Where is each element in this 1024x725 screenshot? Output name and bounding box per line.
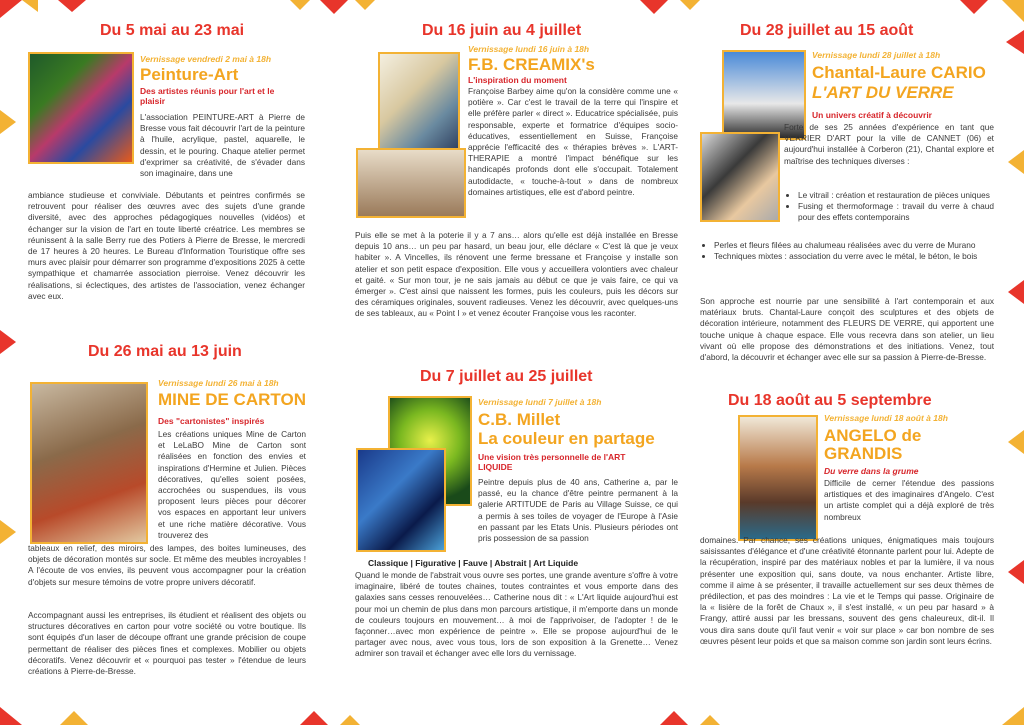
border-triangle — [680, 0, 700, 10]
border-triangle — [0, 0, 22, 18]
border-triangle — [58, 0, 86, 12]
description-text: Peintre depuis plus de 40 ans, Catherine a, par le passé, eu la chance d'être peintre permanent à la galerie ARTITUDE de Paris au Village Suisse, ce qui a permis à ses toiles de voyager de l'Europe à l'Asie en passant par les Etats Unis. Plusieurs périodes ont pris possession de sa passion — [478, 477, 678, 544]
border-triangle — [1008, 430, 1024, 454]
bullet-list — [784, 190, 994, 224]
section-date: Du 5 mai au 23 mai — [100, 22, 245, 39]
description-text: Son approche est nourrie par une sensibilité à l'art contemporain et aux matériaux bruts. Chantal-Laure conçoit des sculptures et des objets de décoration intérieure, notamment des FLEURS DE VERRE, qui apportent une touche unique à chaque espace. Elle vous recevra dans son atelier, un lieu vivant où elle propose des démonstrations et des initiations. Venez, tout d'abord, la découvrir et échanger avec elle sur sa passion à Pierre-de-Bresse. — [700, 296, 994, 363]
artwork-image — [738, 415, 818, 541]
artist-name: Peinture-Art — [140, 65, 239, 84]
description-text: Difficile de cerner l'étendue des passions artistiques et des imaginaires d'Angelo. C'est un artiste complet qui a déjà exploré de très nombreux — [824, 478, 994, 522]
border-triangle — [1008, 560, 1024, 584]
vernissage-date: Vernissage lundi 7 juillet à 18h — [478, 397, 602, 407]
bullet-item: • Perles et fleurs filées au chalumeau réalisées avec du verre de Murano — [714, 240, 994, 251]
artwork-image — [378, 52, 460, 156]
border-triangle — [700, 715, 720, 725]
border-triangle — [320, 0, 348, 14]
border-triangle — [60, 711, 88, 725]
border-triangle — [355, 0, 375, 10]
border-triangle — [0, 707, 22, 725]
bullet-item: • Techniques mixtes : association du verre avec le métal, le béton, le bois — [714, 251, 994, 262]
artwork-image — [356, 148, 466, 218]
border-triangle — [340, 715, 360, 725]
border-triangle — [1002, 707, 1024, 725]
artwork-image — [28, 52, 134, 164]
artist-name: GRANDIS — [824, 444, 903, 463]
description-text: domaines. Par chance, ses créations uniques, énigmatiques mais toujours saisissantes d'élégance et d'une créativité étonnante parlent pour lui. Adepte de la récupération, inspiré par des matériaux nobles et par la lumière, il va nous présenter une exposition qui, sans doute, va nous enchanter. Artiste libre, comme il aime à se présenter, il travaille actuellement sur ses deux thèmes de prédilection, et pas des moindres : La vie et le Temps qui passe. Originaire de la « lisière de la forêt de Chaux », il s'est installé, « un peu par hasard » à Frangy, attiré aussi par les bressans, souvent des gens chaleureux, dit-il. Il vous dira sans doute qu'il faut venir « voir sur place » car bon nombre de ses œuvres pèsent leur poids et que sa maison comme son jardin sont leurs écrins. — [700, 535, 994, 646]
artist-name: ANGELO de — [824, 426, 922, 445]
vernissage-date: Vernissage lundi 26 mai à 18h — [158, 378, 279, 388]
border-triangle — [300, 711, 328, 725]
artwork-image — [30, 382, 148, 544]
description-text: Forte de ses 25 années d'expérience en tant que VERRIER D'ART pour la ville de CANNET (06) et aujourd'hui installée à Corberon (21), Chantal explore et maîtrise des techniques diverses : — [784, 122, 994, 166]
border-triangle — [0, 330, 16, 354]
artist-subtitle: Un univers créatif à découvrir — [812, 110, 932, 120]
description-text: tableaux en relief, des miroirs, des lampes, des boites lumineuses, des objets de décoration montés sur socle. Et même des meubles incroyables ! A l'écoute de vos envies, ils peuvent vous accompagner pour la création d'objets sur mesure témoins de votre propre univers décoratif. — [28, 543, 306, 587]
artwork-image — [700, 132, 780, 222]
bullet-item: • Le vitrail : création et restauration de pièces uniques — [798, 190, 994, 201]
border-triangle — [22, 0, 38, 12]
artist-name: C.B. Millet — [478, 410, 561, 429]
artist-subtitle: Du verre dans la grume — [824, 466, 919, 476]
section-date: Du 28 juillet au 15 août — [740, 22, 914, 39]
bullet-item: • Fusing et thermoformage : travail du verre à chaud pour des effets contemporains — [798, 201, 994, 223]
vernissage-date: Vernissage vendredi 2 mai à 18h — [140, 54, 272, 64]
style-tags: Classique | Figurative | Fauve | Abstrait | Art Liquide — [368, 558, 579, 568]
artist-name: F.B. CREAMIX's — [468, 55, 595, 74]
section-date: Du 18 août au 5 septembre — [728, 392, 932, 409]
border-triangle — [1006, 30, 1024, 54]
description-text: Quand le monde de l'abstrait vous ouvre ses portes, une grande aventure s'offre à votre imaginaire, libéré de toutes chaines, toutes contraintes et vous emporte dans des galaxies sans cesses renouvelées… Catherine nous dit : « L'Art liquide aujourd'hui est pour moi un chemin de plus dans mon parcours artistique, il m'emporte dans un monde de couleurs toujours en mouvement… à moi de l'apprivoiser, de l'adopter ! de le façonner…avec mon expérience de peintre ». Elle se propose aujourd'hui de le partager avec nous, avec vous tous, lors de son exposition à la Grenette… Venez admirer son travail et échanger avec elle lors du vernissage. — [355, 570, 678, 659]
description-text: Puis elle se met à la poterie il y a 7 ans… alors qu'elle est déjà installée en Bresse depuis 10 ans… un peu par hasard, un beau jour, elle déclare « C'est là que je veux habiter ». A Vincelles, ils rénovent une ferme bressane et Françoise y installe son atelier et son petit espace d'exposition. Elle vous y accueillera volontiers avec chaleur et gaité. « Sur mon tour, je ne sais jamais au début ce que je vais faire, ce qui va émerger ». C'est ainsi que naissent les formes, puis les couleurs, puis les décors sur des céramiques originales, souvent radieuses. Venez les découvrir, avec quelques-uns de ses tableaux, au « Point I » et venez écouter Françoise vous les raconter. — [355, 230, 678, 319]
artist-name: L'ART DU VERRE — [812, 83, 954, 102]
border-triangle — [960, 0, 988, 14]
artist-name: MINE DE CARTON — [158, 390, 306, 409]
description-text: Les créations uniques Mine de Carton et LeLaBO Mine de Carton sont réalisées en fonction des envies et inspirations d'Hermine et Julien. Pièces décoratives, qu'elles soient posées, accrochées ou suspendues, ils vous proposent leurs pièces pour décorer vos espaces en apportant leur univers et une riche matière décorative. Vous trouverez des — [158, 429, 306, 540]
description-text: Françoise Barbey aime qu'on la considère comme une « potière ». Car c'est le travail de la terre qui l'inspire et elle préfère parler « direct ». Educatrice spécialisée, puis responsable, experte et formatrice d'équipes socio-éducatives, essentiellement en Suisse, Françoise apprécie l'efficacité des « thérapies brèves ». L'ART-THERAPIE a montré l'impact bénéfique sur les handicapés profonds dont elle s'occupait. Totalement autodidacte, « touche-à-tout » dans de nombreux domaines artistiques, elle est d'abord peintre. — [468, 86, 678, 197]
artist-name: Chantal-Laure CARIO — [812, 63, 986, 82]
border-triangle — [640, 0, 668, 14]
border-triangle — [1002, 0, 1024, 22]
description-text: L'association PEINTURE-ART à Pierre de Bresse vous fait découvrir l'art de la peinture à l'huile, acrylique, pastel, aquarelle, le dessin, et le pouring. Chaque atelier permet d'exprimer sa créativité, de s'évader dans son imaginaire, dans une — [140, 112, 305, 179]
description-text: Accompagnant aussi les entreprises, ils étudient et réalisent des objets ou structures décoratives en carton pour votre société ou votre boutique. Ils sont équipés d'un laser de découpe offrant une grande précision de coupe permettant de réaliser des pièces fines et complexes. Mobilier ou objets décoratifs. Venez découvrir et « pourquoi pas tester » l'étendue de leurs créations à Pierre-de-Bresse. — [28, 610, 306, 677]
border-triangle — [0, 520, 16, 544]
section-date: Du 16 juin au 4 juillet — [422, 22, 582, 39]
border-triangle — [1008, 280, 1024, 304]
border-triangle — [290, 0, 310, 10]
section-date: Du 26 mai au 13 juin — [88, 343, 242, 360]
border-triangle — [1008, 150, 1024, 174]
vernissage-date: Vernissage lundi 16 juin à 18h — [468, 44, 590, 54]
artist-subtitle: Une vision très personnelle de l'ART LIQUIDE — [478, 452, 626, 472]
description-text: ambiance studieuse et conviviale. Débutants et peintres confirmés se retrouvent pour réaliser des œuvres avec des sujets d'une grande diversité, avec des approches pédagogiques nouvelles (vidéos) et échanger sur la vision de l'art en toute liberté créatrice. Les membres se réunissent à la salle Berry rue des Potiers à Pierre de Bresse, le mercredi de 17 heures à 20 heures. Le Bureau d'Information Touristique offre ses murs avec plaisir pour démarrer son programme d'expositions 2025 à cette sympathique et chamarrée association pierroise. Venez découvrir les réalisations, si éclectiques, des artistes de l'association, venez échanger avec eux. — [28, 190, 305, 301]
artist-subtitle: Des artistes réunis pour l'art et le plaisir — [140, 86, 275, 106]
border-triangle — [660, 711, 688, 725]
artwork-image — [356, 448, 446, 552]
vernissage-date: Vernissage lundi 28 juillet à 18h — [812, 50, 941, 60]
artist-name: La couleur en partage — [478, 429, 655, 448]
bullet-list — [700, 240, 994, 262]
artist-subtitle: L'inspiration du moment — [468, 75, 567, 85]
border-triangle — [0, 110, 16, 134]
vernissage-date: Vernissage lundi 18 août à 18h — [824, 413, 948, 423]
section-date: Du 7 juillet au 25 juillet — [420, 368, 593, 385]
artist-subtitle: Des "cartonistes" inspirés — [158, 416, 265, 426]
